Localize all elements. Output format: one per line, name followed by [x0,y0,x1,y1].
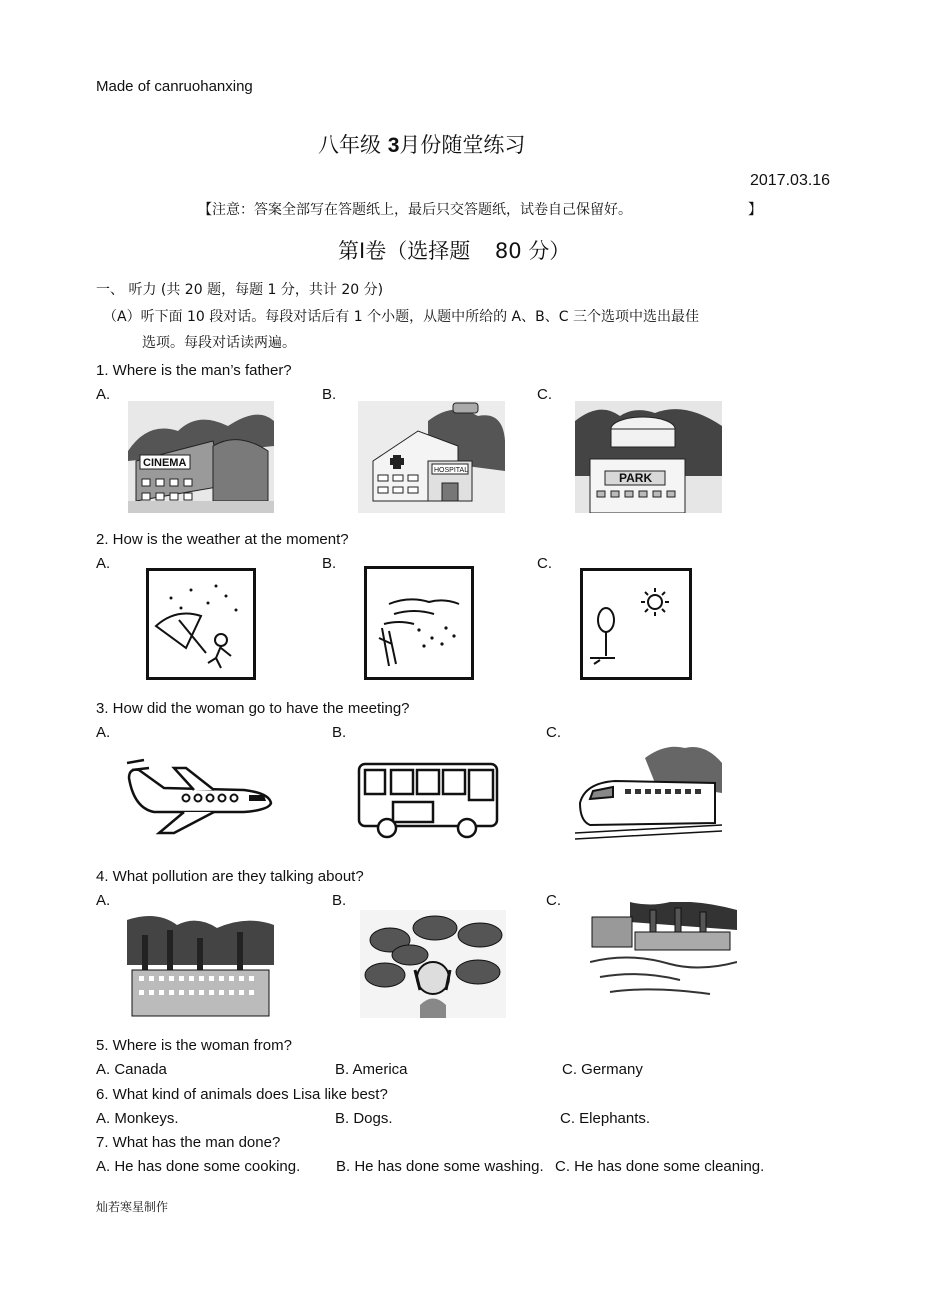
footer: 灿若寒星制作 [96,1200,169,1214]
notice-close: 】 [748,202,762,218]
header-note: Made of canruohanxing [96,78,253,95]
q5-option-b: B. America [335,1061,408,1078]
section-title-text: 第Ⅰ卷（选择题 [338,239,471,263]
q7-option-b: B. He has done some washing. [336,1158,544,1175]
title-num: 3 [387,134,400,157]
q2-option-b: B. [322,555,337,572]
q4-option-b: B. [332,892,347,909]
notice: 【注意：答案全部写在答题纸上，最后只交答题纸，试卷自己保留好。 [198,202,632,218]
exam-date: 2017.03.16 [750,172,831,189]
q1-option-b: B. [322,386,337,403]
q1-option-a: A. [96,386,111,403]
hospital-image [358,401,505,513]
question-7: 7. What has the man done? [96,1134,281,1151]
park-sign: PARK [619,471,653,485]
q5-option-c: C. Germany [562,1061,643,1078]
section-title [338,235,570,265]
q3-option-b: B. [332,724,347,741]
question-1: 1. Where is the man’s father? [96,362,292,379]
q4-option-a: A. [96,892,111,909]
water-pollution-image [590,902,737,1006]
page-title [318,129,525,159]
question-5: 5. Where is the woman from? [96,1037,292,1054]
q1-option-c: C. [537,386,552,403]
question-6: 6. What kind of animals does Lisa like best? [96,1086,388,1103]
train-image [575,743,722,843]
cinema-image [128,401,274,513]
question-2: 2. How is the weather at the moment? [96,531,349,548]
question-4: 4. What pollution are they talking about? [96,868,364,885]
q7-option-c: C. He has done some cleaning. [555,1158,765,1175]
part-a-instruction: （A）听下面 10 段对话。每段对话后有 1 个小题，从题中所给的 A、B、C 三个选项中选出最佳 [103,309,699,325]
part-a-instruction-cont: 选项。每段对话读两遍。 [142,335,296,351]
q2-option-c: C. [537,555,552,572]
title-pre: 八年级 [318,133,381,157]
cinema-sign: CINEMA [143,457,187,469]
air-pollution-image [127,910,274,1018]
question-3: 3. How did the woman go to have the meeting? [96,700,410,717]
part-one-heading: 一、 听力 (共 20 题，每题 1 分，共计 20 分) [96,282,384,298]
rainy-weather-image [364,566,474,680]
q3-option-c: C. [546,724,561,741]
q4-option-c: C. [546,892,561,909]
q6-option-b: B. Dogs. [335,1110,393,1127]
title-post: 月份随堂练习 [399,133,526,157]
hospital-sign: HOSPITAL [434,467,469,474]
q2-option-a: A. [96,555,111,572]
plane-image [124,748,274,838]
sunny-weather-image [580,568,692,680]
park-image [575,401,722,513]
bus-image [355,760,505,842]
windy-weather-image [146,568,256,680]
q5-option-a: A. Canada [96,1061,167,1078]
q6-option-c: C. Elephants. [560,1110,651,1127]
q3-option-a: A. [96,724,111,741]
section-score: 80 分） [494,239,571,263]
noise-pollution-image [360,910,506,1018]
q7-option-a: A. He has done some cooking. [96,1158,301,1175]
q6-option-a: A. Monkeys. [96,1110,179,1127]
